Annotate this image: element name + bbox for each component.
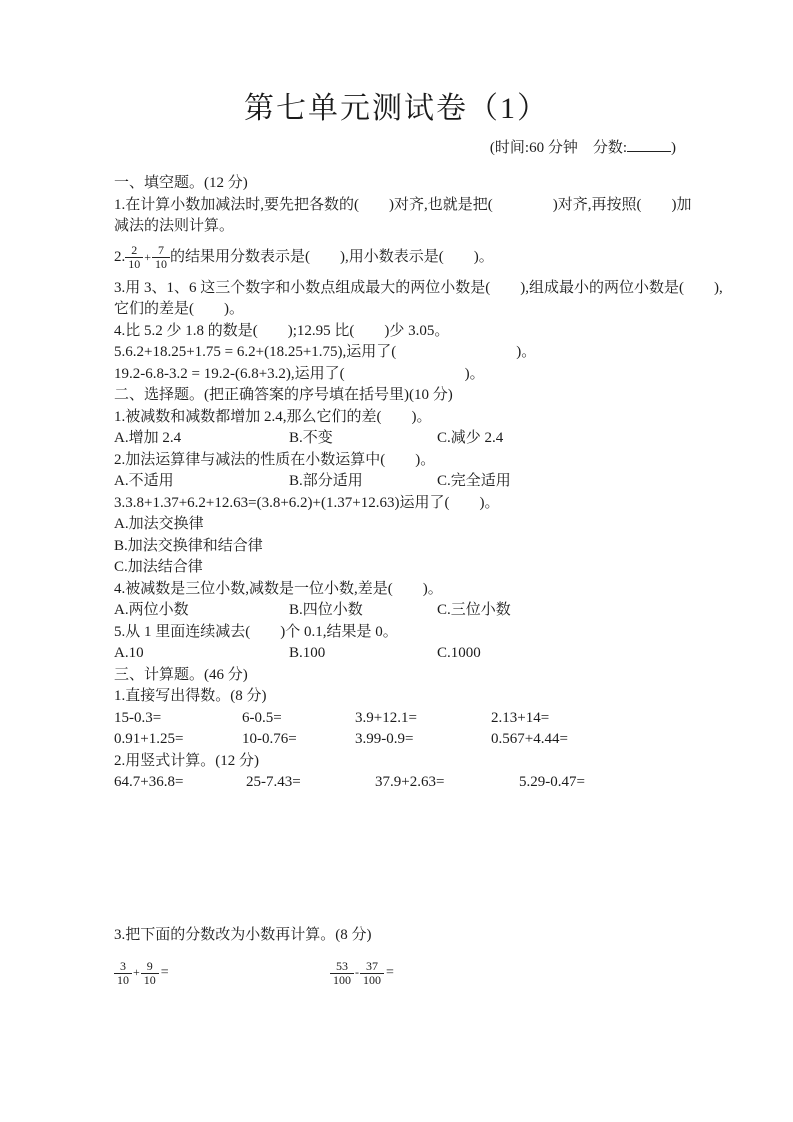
choice-q1: 1.被减数和减数都增加 2.4,那么它们的差( )。 [114,408,432,425]
calc-item: 0.567+4.44= [491,731,568,747]
fill-q1-line2: 减法的法则计算。 [114,218,235,234]
calc-item: 64.7+36.8= [114,774,184,790]
choice-q5-options [114,643,723,665]
choice-q1-options [114,428,723,450]
fill-q5-line2: 19.2-6.8-3.2 = 19.2-(6.8+3.2),运用了( )。 [114,365,485,382]
fraction-denominator: 10 [141,973,159,987]
option-c: C.完全适用 [437,473,511,489]
fraction-denominator: 100 [360,973,384,987]
fraction [125,244,143,271]
section2-heading: 二、选择题。(把正确答案的序号填在括号里)(10 分) [114,387,453,403]
option-a: A.两位小数 [114,602,189,618]
fraction-denominator: 100 [330,973,354,987]
fraction [152,244,170,271]
score-blank-line [627,136,671,152]
fraction-denominator: 10 [125,257,143,271]
calc-sub2-heading: 2.用竖式计算。(12 分) [114,752,259,769]
section3-heading: 三、计算题。(46 分) [114,666,248,683]
option-b: B.不变 [289,430,333,446]
mental-calc-row1 [114,708,723,730]
choice-q3-option-a: A.加法交换律 [114,516,204,532]
option-a: A.不适用 [114,473,174,489]
fraction [141,960,159,987]
calc-item: 3.99-0.9= [355,731,414,747]
calc-item: 3.9+12.1= [355,709,417,726]
choice-q3-option-b: B.加法交换律和结合律 [114,537,263,554]
fill-q2-text: 的结果用分数表示是( ),用小数表示是( )。 [170,248,494,265]
calc-item: 5.29-0.47= [519,774,585,790]
section1-heading: 一、填空题。(12 分) [114,175,248,191]
calc-item: 2.13+14= [491,709,550,726]
time-score-text: (时间:60 分钟 分数: [489,140,627,156]
calc-item: 6-0.5= [242,709,282,726]
plus-operator: + [133,965,140,980]
choice-q5: 5.从 1 里面连续减去( )个 0.1,结果是 0。 [114,623,398,640]
fill-q2-number: 2. [114,248,126,265]
paper-body [0,159,793,991]
time-score-close-paren: ) [671,140,676,156]
page-title: 第七单元测试卷（1） [244,92,549,125]
calc-sub3-heading: 3.把下面的分数改为小数再计算。(8 分) [114,926,372,943]
vertical-calc-workspace [114,794,723,925]
time-score-line [0,136,793,159]
equals-sign: = [160,965,169,981]
option-a: A.10 [114,645,144,661]
plus-operator: + [144,249,152,264]
calc-sub1-heading: 1.直接写出得数。(8 分) [114,688,267,704]
choice-q3-option-c: C.加法结合律 [114,559,203,575]
fraction-calc-row [114,955,723,991]
option-c: C.减少 2.4 [437,430,504,446]
choice-q2-options [114,471,723,493]
fill-q4-line: 4.比 5.2 少 1.8 的数是( );12.95 比( )少 3.05。 [114,322,450,339]
equals-sign: = [386,965,394,981]
choice-q4: 4.被减数是三位小数,减数是一位小数,差是( )。 [114,580,443,597]
fill-q1-line1: 1.在计算小数加减法时,要先把各数的( )对齐,也就是把( )对齐,再按照( )加 [114,196,692,213]
fill-q2-line [114,238,723,278]
fill-q3-line2: 它们的差是( )。 [114,301,244,317]
minus-operator: - [355,965,359,980]
fraction-numerator: 9 [146,958,153,973]
choice-q4-options [114,600,723,622]
calc-item: 0.91+1.25= [114,731,184,747]
vertical-calc-row [114,772,723,794]
fraction-numerator: 53 [336,958,348,973]
fraction-expression-1 [114,960,330,987]
fraction-expression-2 [330,960,394,987]
fraction-numerator: 3 [120,958,126,973]
option-c: C.1000 [437,645,481,661]
fill-q3-line1: 3.用 3、1、6 这三个数字和小数点组成最大的两位小数是( ),组成最小的两位小数是( ), [114,279,723,296]
fraction [330,960,354,987]
calc-item: 25-7.43= [246,774,301,790]
choice-q2: 2.加法运算律与减法的性质在小数运算中( )。 [114,451,436,468]
fraction [360,960,384,987]
option-b: B.部分适用 [289,473,363,489]
fraction-numerator: 37 [366,958,378,973]
calc-item: 15-0.3= [114,709,162,726]
fraction-numerator: 7 [158,243,165,257]
choice-q3: 3.3.8+1.37+6.2+12.63=(3.8+6.2)+(1.37+12.63)运用了( )。 [114,494,500,511]
fraction [114,960,132,987]
option-a: A.增加 2.4 [114,430,182,446]
option-b: B.100 [289,645,326,661]
calc-item: 10-0.76= [242,731,297,747]
fraction-denominator: 10 [152,257,170,271]
fraction-denominator: 10 [114,973,132,987]
fraction-numerator: 2 [131,243,138,257]
fill-q5-line1: 5.6.2+18.25+1.75 = 6.2+(18.25+1.75),运用了( )。 [114,344,537,360]
mental-calc-row2 [114,729,723,751]
option-c: C.三位小数 [437,602,511,618]
option-b: B.四位小数 [289,602,363,618]
calc-item: 37.9+2.63= [375,774,445,790]
